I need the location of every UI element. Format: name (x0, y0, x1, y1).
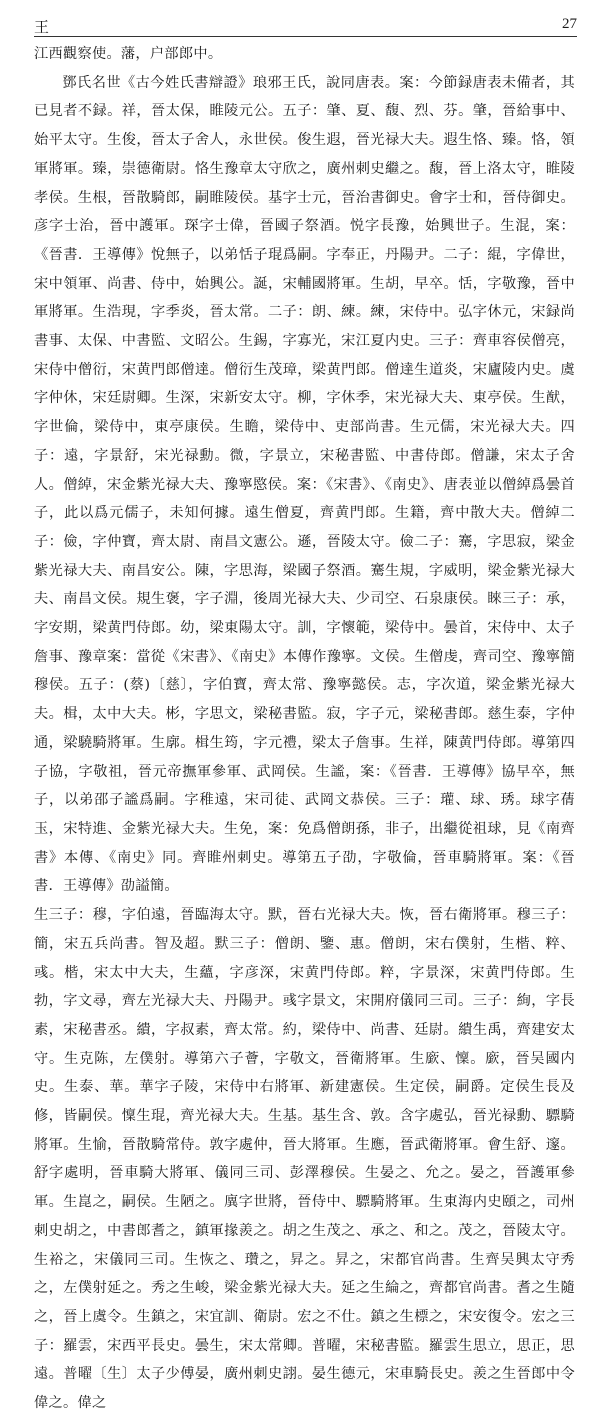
running-header (34, 12, 577, 38)
page-body (34, 40, 575, 1412)
page-number: 27 (562, 16, 577, 32)
header-surname-label: 王 (34, 18, 50, 36)
header-rule (34, 36, 577, 37)
paragraph: 鄧氏名世《古今姓氏書辯證》琅邪王氏，說同唐表。案：今節録唐表未備者，其已見者不録。祥，晉太保，睢陵元公。五子：肇、夏、馥、烈、芬。肇，晉給事中、始平太守。生俊，晉太子舍人，永世侯。俊生遐，晉光禄大夫。遐生恪、臻。恪，領軍將軍。臻，崇德衛尉。恪生豫章太守欣之，廣州刺史繼之。馥，晉上洛太守，睢陵孝侯。生根，晉散騎郎，嗣睢陵侯。基字士元，晉治書御史。會字士和，晉侍御史。彦字士治，晉中護軍。琛字士偉，晉國子祭酒。悦字長豫，始興世子。生混，案：《晉書．王導傳》悅無子，以弟恬子琨爲嗣。字奉正，丹陽尹。二子：緄，字偉世，宋中領軍、尚書、侍中，始興公。誕，宋輔國將軍。生胡，早卒。恬，字敬豫，晉中軍將軍。生浩現，字季炎，晉太常。二子：朗、練。練，宋侍中。弘字休元，宋録尚書事、太保、中書監、文昭公。生錫，字寡光，宋江夏内史。三子：齊車容侯僧亮，宋侍中僧衍，宋黄門郎僧達。僧衍生茂璋，梁黄門郎。僧達生道炎，宋廬陵内史。虞字仲休，宋廷尉卿。生深，宋新安太守。柳，字休季，宋光禄大夫、東亭侯。生猷，字世倫，梁侍中，東亭康侯。生瞻，梁侍中、吏部尚書。生元儒，宋光禄大夫。四子：遠，字景舒，宋光禄勳。微，字景立，宋秘書監、中書侍郎。僧謙，宋太子舍人。僧綽，宋金紫光禄大夫、豫寧愍侯。案：《宋書》、《南史》、唐表並以僧綽爲曇首子，此以爲元儒子，未知何據。遠生僧夏，齊黄門郎。生籍，齊中散大夫。僧綽二子：儉，字仲寶，齊太尉、南昌文憲公。遜，晉陵太守。儉二子：騫，字思寂，梁金紫光禄大夫、南昌安公。陳，字思海，梁國子祭酒。騫生規，字威明，梁金紫光禄大夫、南昌文侯。規生褒，字子淵，後周光禄大夫、少司空、石泉康侯。睞三子：承，字安期，梁黄門侍郎。幼，梁東陽太守。訓，字懷範，梁侍中。曇首，宋侍中、太子詹事、豫章案：當從《宋書》、《南史》本傳作豫寧。文侯。生僧虔，齊司空、豫寧簡穆侯。五子：(蔡)〔慈〕，字伯寶，齊太常、豫寧懿侯。志，字次道，梁金紫光禄大夫。楫，太中大夫。彬，字思文，梁秘書監。寂，字子元，梁秘書郎。慈生泰，字仲通，梁驍騎將軍。生廓。楫生筠，字元禮，梁太子詹事。生祥，陳黄門侍郎。導第四子協，字敬祖，晉元帝撫軍參軍、武岡侯。生謐，案：《晉書．王導傳》協早卒，無子，以弟邵子謐爲嗣。字稚遠，宋司徒、武岡文恭侯。三子：瓘、球、琇。球字蒨玉，宋特進、金紫光禄大夫。生免，案：免爲僧朗孫，非子，出繼從祖球，見《南齊書》本傳、《南史》同。齊睢州刺史。導第五子劭，字敬倫，晉車騎將軍。案：《晉書．王導傳》劭謚簡。 (34, 74, 575, 895)
paragraph: 江西觀察使。藩，户部郎中。 (34, 46, 223, 62)
paragraph: 生三子：穆，字伯遠，晉臨海太守。默，晉右光禄大夫。恢，晉右衛將軍。穆三子：簡，宋五兵尚書。智及超。默三子：僧朗、鑒、惠。僧朗，宋右僕射，生楷、粹、彧。楷，宋太中大夫，生蘊，字彦深，宋黄門侍郎。粹，字景深，宋黄門侍郎。生勃，字文尋，齊左光禄大夫、丹陽尹。彧字景文，宋開府儀同三司。三子：絢，字長素，宋秘書丞。繢，字叔素，齊太常。約，梁侍中、尚書、廷尉。繢生禹，齊建安太守。生克陈，左僕射。導第六子薈，字敬文，晉衛將軍。生廞、懍。廞，晉吴國内史。生泰、華。華字子陵，宋侍中右將軍、新建憲侯。生定侯，嗣爵。定侯生長及修，皆嗣侯。懍生琨，齊光禄大夫。生基。基生含、敦。含字處弘，晉光禄勳、驃騎將軍。生愉，晉散騎常侍。敦字處仲，晉大將軍。生應，晉武衛將軍。會生舒、邃。舒字處明，晉車騎大將軍、儀同三司、彭澤穆侯。生晏之、允之。晏之，晉護軍參軍。生崑之，嗣侯。生陋之。廙字世將，晉侍中、驃騎將軍。生東海内史頤之，司州刺史胡之，中書郎耆之，鎮軍掾羨之。胡之生茂之、承之、和之。茂之，晉陵太守。生裕之，宋儀同三司。生恢之、瓚之，昇之。昇之，宋都官尚書。生齊吴興太守秀之，左僕射延之。秀之生峻，梁金紫光禄大夫。延之生綸之，齊都官尚書。耆之生隨之，晉上虞令。生鎮之，宋宜訓、衛尉。宏之不仕。鎮之生標之，宋安復令。宏之三子：羅雲，宋西平長史。曇生，宋太常卿。普曜，宋秘書監。羅雲生思立，思正，思遠。普曜〔生〕太子少傅晏，廣州刺史詡。晏生德元，宋車騎長史。羨之生晉郎中令偉之。偉之 (34, 907, 575, 1412)
